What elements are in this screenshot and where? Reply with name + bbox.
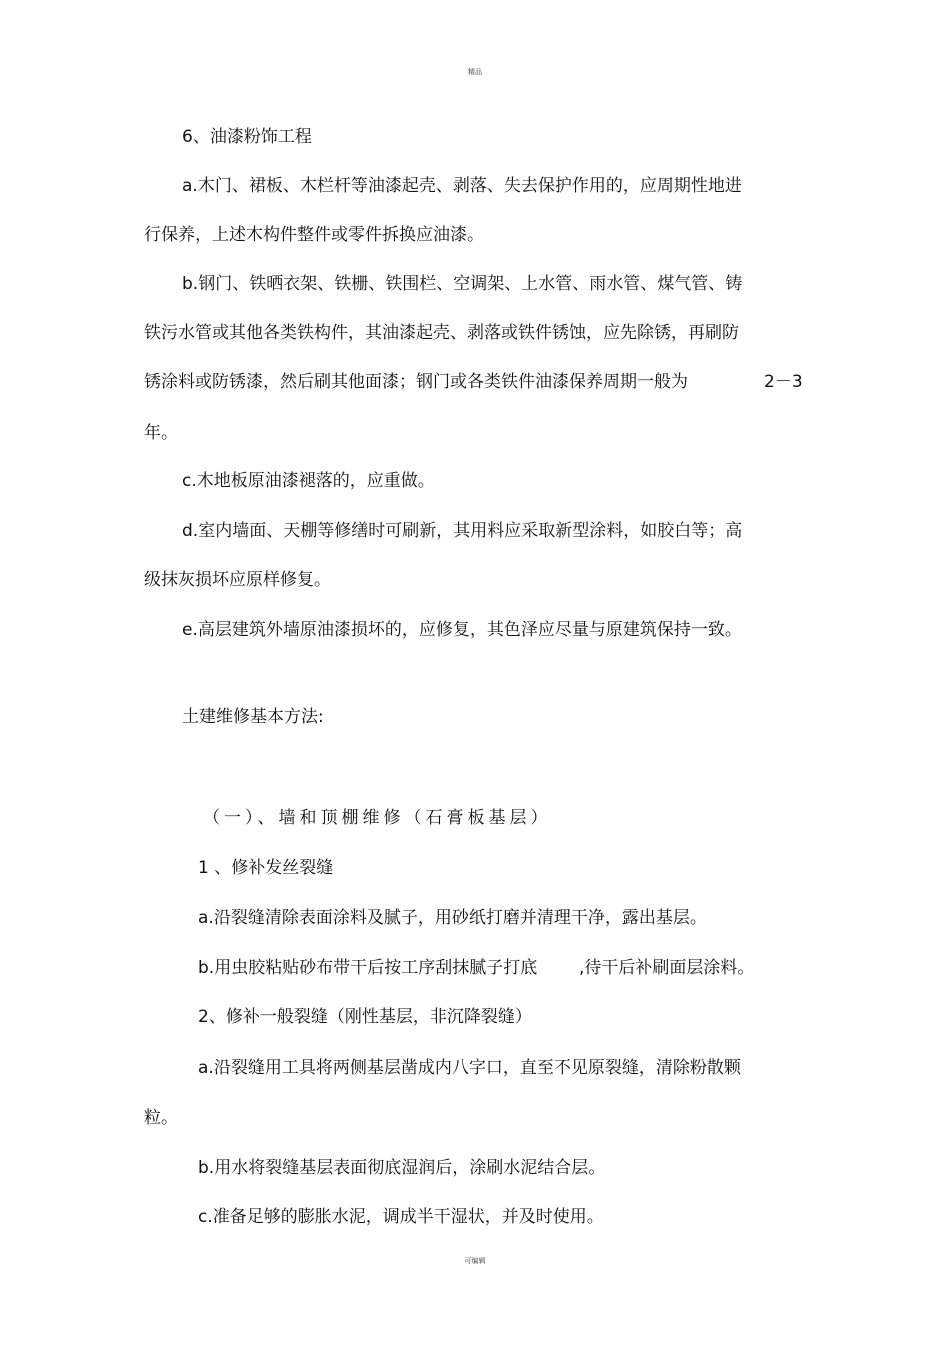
item-2-title: 2、修补一般裂缝（刚性基层，非沉降裂缝） xyxy=(198,1007,532,1027)
paragraph-d-line-2: 级抹灰损坏应原样修复。 xyxy=(144,570,331,590)
page-header: 精品 xyxy=(468,68,482,76)
paragraph-a-line-2: 行保养，上述木构件整件或零件拆换应油漆。 xyxy=(144,225,484,245)
paragraph-c: c.木地板原油漆褪落的，应重做。 xyxy=(182,471,435,491)
item-1-step-b-continued: ,待干后补刷面层涂料。 xyxy=(579,958,755,978)
paragraph-b-line-3: 锈涂料或防锈漆，然后刷其他面漆；钢门或各类铁件油漆保养周期一般为 xyxy=(144,372,688,392)
section-title: 6、油漆粉饰工程 xyxy=(182,127,312,147)
item-2-step-b: b.用水将裂缝基层表面彻底湿润后，涂刷水泥结合层。 xyxy=(198,1158,606,1178)
page-footer: 可编辑 xyxy=(464,1257,486,1265)
paragraph-d-line-1: d.室内墙面、天棚等修缮时可刷新，其用料应采取新型涂料，如胶白等；高 xyxy=(182,521,743,541)
paragraph-b-line-1: b.钢门、铁晒衣架、铁栅、铁围栏、空调架、上水管、雨水管、煤气管、铸 xyxy=(182,274,743,294)
item-1-step-a: a.沿裂缝清除表面涂料及腻子，用砂纸打磨并清理干净，露出基层。 xyxy=(198,908,707,928)
paragraph-b-line-2: 铁污水管或其他各类铁构件，其油漆起壳、剥落或铁件锈蚀，应先除锈，再刷防 xyxy=(144,323,739,343)
item-1-step-b: b.用虫胶粘贴砂布带干后按工序刮抹腻子打底 xyxy=(198,958,538,978)
maintenance-period: 2－3 xyxy=(764,372,803,392)
paragraph-b-line-4: 年。 xyxy=(144,423,178,443)
item-2-step-a-line-1: a.沿裂缝用工具将两侧基层凿成内八字口，直至不见原裂缝，清除粉散颗 xyxy=(198,1058,741,1078)
part-one-title: （一）、墙和顶棚维修（石膏板基层） xyxy=(203,808,552,828)
item-2-step-c: c.准备足够的膨胀水泥，调成半干湿状，并及时使用。 xyxy=(198,1207,604,1227)
methods-title: 土建维修基本方法: xyxy=(182,707,324,727)
paragraph-a-line-1: a.木门、裙板、木栏杆等油漆起壳、剥落、失去保护作用的，应周期性地进 xyxy=(182,176,742,196)
item-2-step-a-line-2: 粒。 xyxy=(144,1108,178,1128)
item-1-title: 1 、修补发丝裂缝 xyxy=(198,858,334,878)
paragraph-e: e.高层建筑外墙原油漆损坏的，应修复，其色泽应尽量与原建筑保持一致。 xyxy=(182,620,742,640)
